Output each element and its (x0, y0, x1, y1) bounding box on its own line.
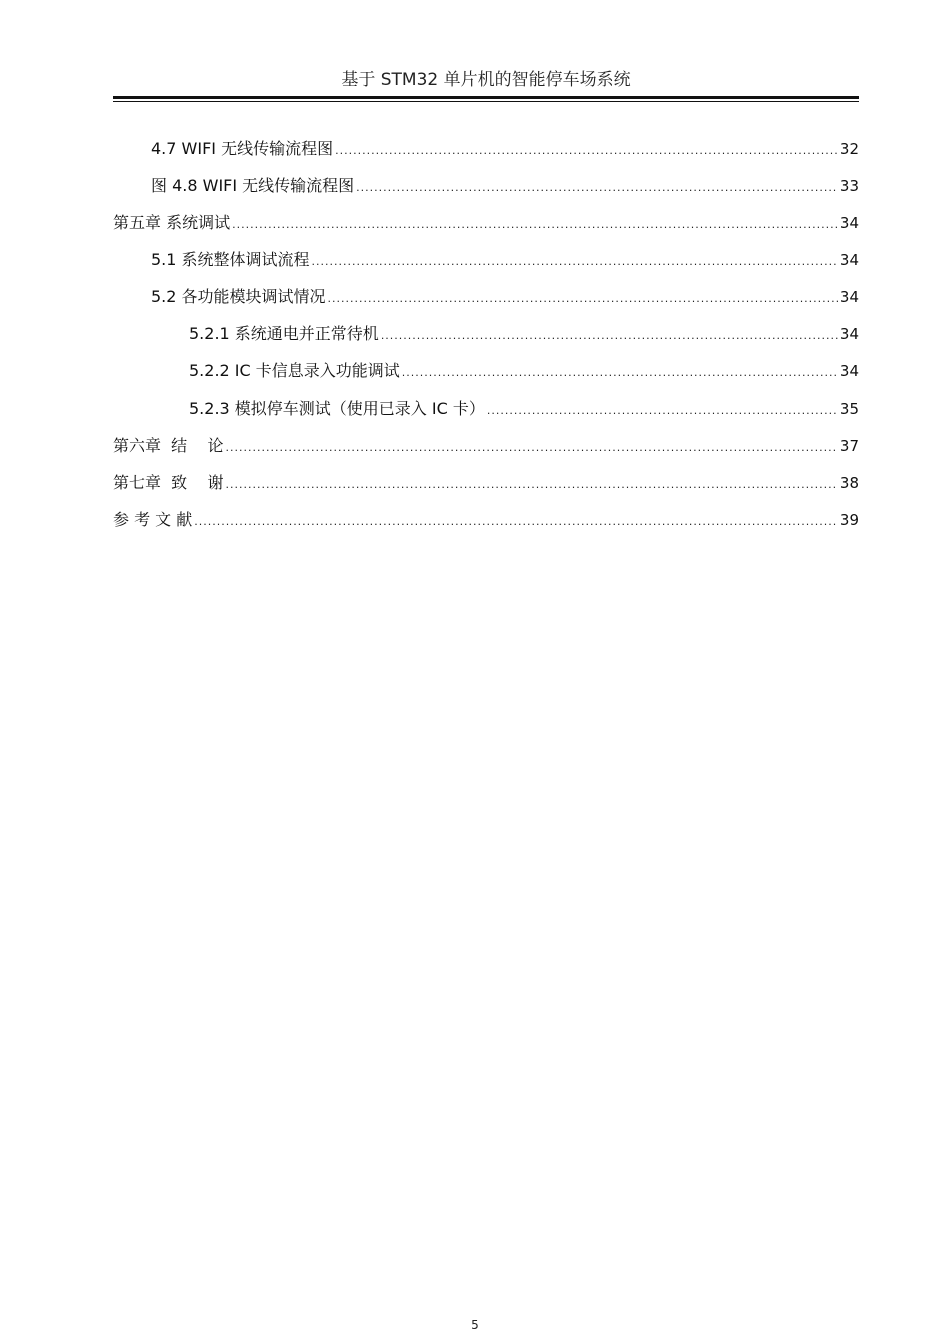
toc-entry[interactable] (151, 248, 859, 272)
toc-leader-dots (226, 436, 838, 460)
toc-entry-page: 39 (839, 511, 859, 529)
toc-entry-title: 参 考 文 献 (113, 510, 193, 529)
toc-entry[interactable] (113, 434, 859, 458)
toc-entry-title: 第六章 结 论 (113, 436, 224, 455)
toc-leader-dots (356, 176, 838, 200)
toc-leader-dots (328, 287, 838, 311)
toc-entry[interactable] (113, 211, 859, 235)
toc-entry-page: 37 (839, 437, 859, 455)
toc-leader-dots (381, 324, 838, 348)
toc-entry[interactable] (151, 285, 859, 309)
toc-entry[interactable] (189, 397, 859, 421)
toc-entry-page: 34 (839, 251, 859, 269)
toc-entry-page: 32 (839, 140, 859, 158)
toc-leader-dots (335, 139, 838, 163)
toc-leader-dots (487, 399, 838, 423)
toc-entry-title: 5.2.1 系统通电并正常待机 (189, 324, 379, 343)
toc-entry-page: 35 (839, 400, 859, 418)
toc-leader-dots (312, 250, 838, 274)
toc-entry[interactable] (189, 359, 859, 383)
toc-entry[interactable] (113, 471, 859, 495)
document-title: 基于 STM32 单片机的智能停车场系统 (341, 70, 631, 90)
toc-entry-page: 34 (839, 214, 859, 232)
toc-entry[interactable] (189, 322, 859, 346)
header-rule-thick (113, 96, 859, 99)
toc-entry[interactable] (151, 174, 859, 198)
toc-leader-dots (232, 213, 838, 237)
toc-entry-title: 5.2 各功能模块调试情况 (151, 287, 326, 306)
toc-entry[interactable] (151, 137, 859, 161)
page-number: 5 (471, 1318, 479, 1332)
toc-entry-title: 图 4.8 WIFI 无线传输流程图 (151, 176, 355, 195)
toc-leader-dots (194, 510, 838, 534)
toc-entry-title: 5.1 系统整体调试流程 (151, 250, 310, 269)
toc-entry[interactable] (113, 508, 859, 532)
toc-entry-page: 34 (839, 362, 859, 380)
toc-entry-page: 34 (839, 288, 859, 306)
toc-entry-page: 38 (839, 474, 859, 492)
toc-entry-title: 第七章 致 谢 (113, 473, 224, 492)
toc-entry-page: 33 (839, 177, 859, 195)
toc-leader-dots (402, 361, 838, 385)
toc-entry-page: 34 (839, 325, 859, 343)
header-rule-thin (113, 101, 859, 102)
toc-entry-title: 5.2.3 模拟停车测试（使用已录入 IC 卡） (189, 399, 485, 418)
toc-entry-title: 第五章 系统调试 (113, 213, 231, 232)
toc-leader-dots (226, 473, 838, 497)
toc-entry-title: 4.7 WIFI 无线传输流程图 (151, 139, 334, 158)
toc-entry-title: 5.2.2 IC 卡信息录入功能调试 (189, 361, 400, 380)
